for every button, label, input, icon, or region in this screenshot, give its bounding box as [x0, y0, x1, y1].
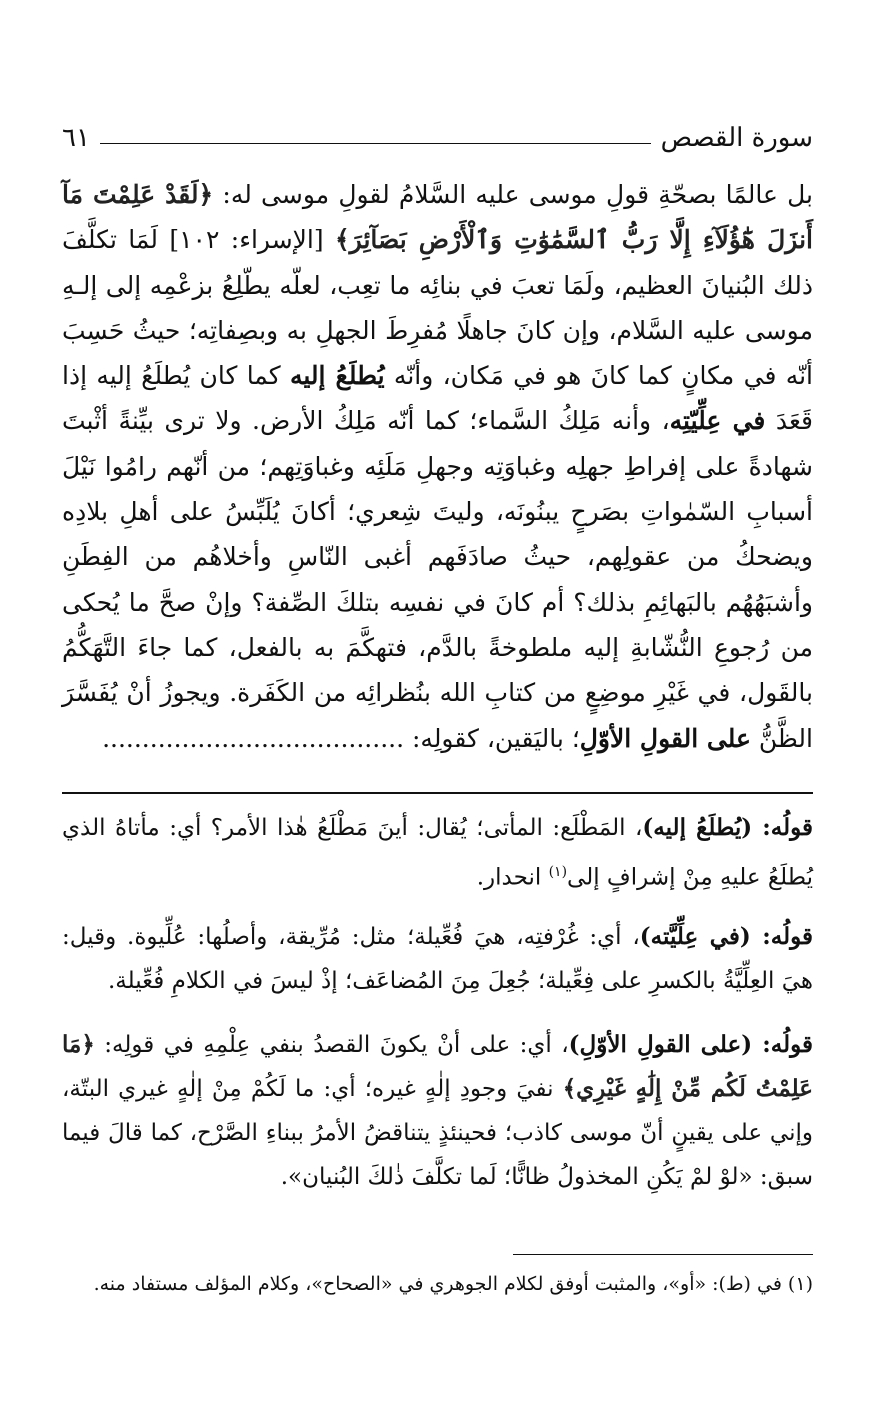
main-text-3: كما كان يُطلَعُ إليه إذا قَعَدَ [62, 361, 813, 436]
commentary-1-tail: انحدار. [476, 864, 549, 891]
main-text-2: [الإسراء: ١٠٢] لَمَا تكلَّفَ ذلك البُنيانَ العظيم، ولَمَا تعبَ في بنائِه ما تعِب، لعلّه يطّلِعُ بزعْمِه إلى إلـهِ موسى عليه السَّلام، وإن كانَ جاهلًا مُفرِطَ الجهلِ به وبصِفاتِه؛ حيثُ حَسِبَ أنّه في مكانٍ كما كانَ هو في مَكان، وأنّه [62, 225, 814, 391]
commentary-1-text: ، المَطْلَع: المأتى؛ يُقال: أينَ مَطْلَعُ هٰذا الأمر؟ أي: مأتاهُ الذي يُطلَعُ عليهِ مِنْ إشرافٍ إلى [62, 815, 813, 891]
bold-phrase-2: في عِلِّيّتِه [669, 406, 766, 436]
commentary-1-label: قولُه: (يُطلَعُ إليه) [642, 814, 813, 841]
commentary-3 [62, 1023, 813, 1199]
header-rule [100, 143, 651, 144]
commentary-2-text: ، أي: غُرْفتِه، هيَ فُعِّيلة؛ مثل: مُرِّيقة، وأصلُها: عُلِّيوة. وقيل: هيَ العِلِّيَّةُ بالكسرِ على فِعِّيلة؛ جُعِلَ مِنَ المُضاعَف؛ إذْ ليسَ في الكلامِ فُعِّيلة. [62, 924, 813, 994]
main-text [62, 172, 813, 761]
commentary-2-label: قولُه: (في عِلِّيَّته) [639, 923, 813, 950]
commentary-3-text: ، أي: على أنْ يكونَ القصدُ بنفي عِلْمِهِ في قولِه: [94, 1032, 569, 1058]
main-text-4: ، وأنه مَلِكُ السَّماء؛ كما أنّه مَلِكُ الأرض. ولا ترى بيِّنةً أثْبتَ شهادةً على إفراطِ جهلِه وغباوَتِه وجهلِ مَلَئِه وغباوَتِهم؛ من أنّهم رامُوا نَيْلَ أسبابِ السّمٰواتِ بصَرحٍ يبنُونَه، وليتَ شِعري؛ أكانَ يُلَبِّسُ على أهلِ بلادِه ويضحكُ من عقولِهم، حيثُ صادَفَهم أغبى النّاسِ وأخلاهُم من الفِطَنِ وأشبَهُهُم بالبَهائِمِ بذلك؟ أم كانَ في نفسِه بتلكَ الصِّفة؟ وإنْ صحَّ ما يُحكى من رُجوعِ النُّشّابةِ إليه ملطوخةً بالدَّم، فتهكَّمَ به بالفعل، كما جاءَ التَّهَكُّمُ بالقَول، في غَيْرِ موضِعٍ من كتابِ الله بنُظرائِه من الكَفَرة. ويجوزُ أنْ يُفَسَّرَ الظَّنُّ [62, 406, 813, 753]
commentary-3-tail: نفيَ وجودِ إلٰهٍ غيره؛ أي: ما لَكُمْ مِنْ إلٰهٍ غيري البتّة، وإني على يقينٍ أنّ موسى كاذب؛ فحينئذٍ يتناقضُ الأمرُ ببناءِ الصَّرْح، كما قالَ فيما سبق: «لوْ لمْ يَكُنِ المخذولُ ظانًّا؛ لَما تكلَّفَ ذٰلكَ البُنيان». [62, 1076, 813, 1190]
bold-phrase-3: على القولِ الأوّلِ [579, 723, 751, 753]
main-text-1: بل عالمًا بصحّةِ قولِ موسى عليه السَّلامُ لقولِ موسى له: [213, 180, 813, 209]
main-text-5: ؛ باليَقين، كقولِه: ...................................... [102, 723, 580, 753]
commentary-2 [62, 915, 813, 1003]
quran-verse-1: ﴿لَقَدْ عَلِمْتَ مَآ أَنزَلَ هَٰٓؤُلَآءِ إِلَّا رَبُّ ٱلسَّمَٰوَٰتِ وَٱلْأَرْضِ بَصَآئِرَ﴾ [62, 180, 813, 255]
footnote-rule [513, 1254, 813, 1255]
main-paragraph [62, 172, 813, 761]
bold-phrase-1: يُطلَعُ إليه [289, 361, 385, 391]
footnote-marker[interactable]: (١) [548, 864, 568, 880]
running-header [62, 118, 813, 158]
commentary-1 [62, 806, 813, 900]
commentary-3-label: قولُه: (على القولِ الأوّلِ) [568, 1031, 813, 1058]
surah-title: سورة القصص [660, 123, 813, 153]
section-divider [62, 792, 813, 794]
page-number: ٦١ [62, 123, 90, 153]
footnote: (١) في (ط): «أو»، والمثبت أوفق لكلام الجوهري في «الصحاح»، وكلام المؤلف مستفاد منه. [93, 1273, 813, 1295]
quran-verse-2: ﴿مَا عَلِمْتُ لَكُم مِّنْ إِلَٰهٍ غَيْرِي﴾ [62, 1031, 813, 1102]
